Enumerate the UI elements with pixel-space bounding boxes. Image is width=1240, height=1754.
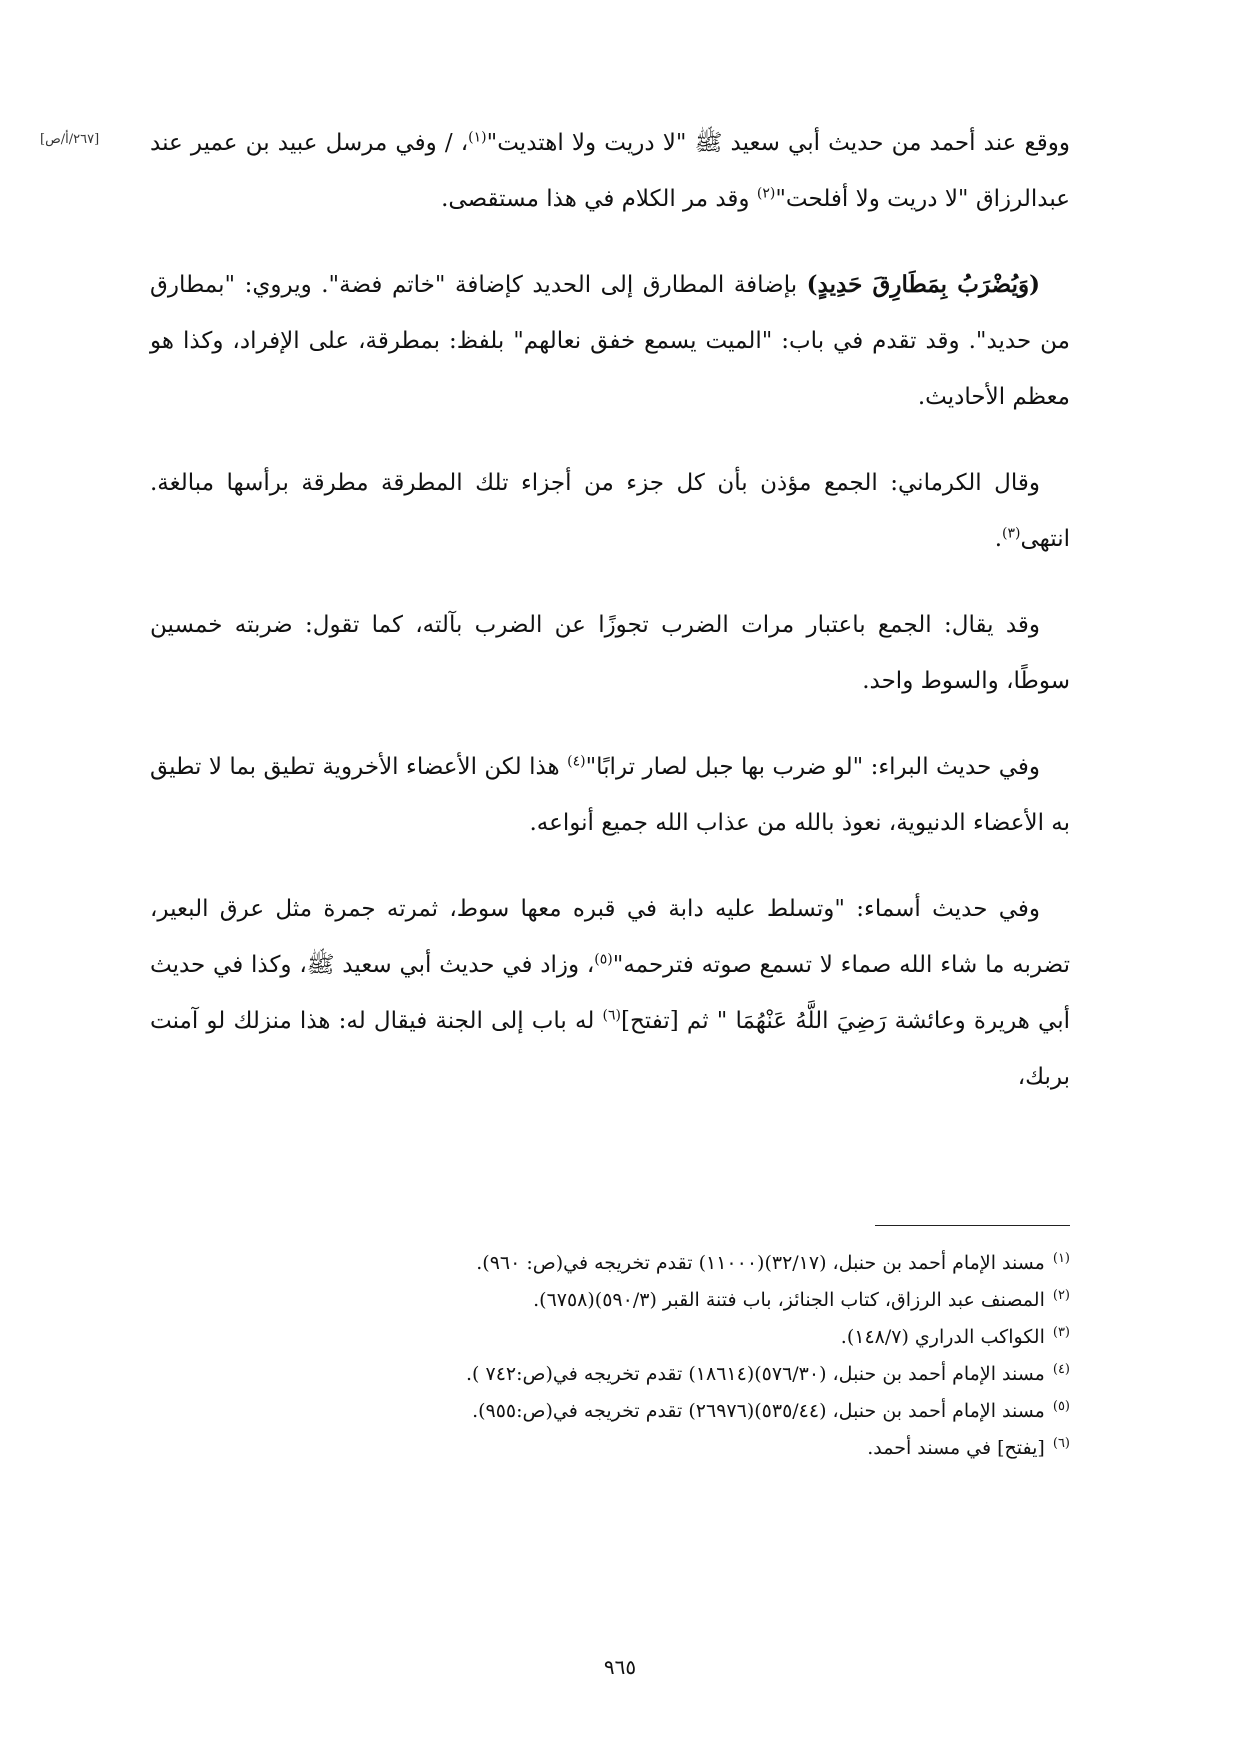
- footnote-text: مسند الإمام أحمد بن حنبل، (٣٢/١٧)(١١٠٠٠) تقدم تخريجه في(ص: ٩٦٠).: [476, 1252, 1045, 1274]
- text-segment: وقد مر الكلام في هذا مستقصى.: [441, 186, 757, 212]
- text-segment: وقد يقال: الجمع باعتبار مرات الضرب تجوزًا عن الضرب بآلته، كما تقول: ضربته خمسين سوطًا، والسوط واحد.: [150, 612, 1070, 694]
- footnote-text: المصنف عبد الرزاق، كتاب الجنائز، باب فتنة القبر (٥٩٠/٣)(٦٧٥٨).: [533, 1289, 1045, 1311]
- footnote: [150, 1393, 1070, 1430]
- text-segment: هذا لكن الأعضاء الأخروية تطيق بما لا تطيق به الأعضاء الدنيوية، نعوذ بالله من عذاب الله جميع أنواعه.: [150, 754, 1070, 836]
- footnote-number: (١): [1052, 1250, 1070, 1266]
- page-number: ٩٦٥: [603, 1655, 637, 1679]
- footnote-ref: (٣): [1002, 525, 1021, 542]
- footnote-text: مسند الإمام أحمد بن حنبل، (٥٣٥/٤٤)(٢٦٩٧٦) تقدم تخريجه في(ص:٩٥٥).: [472, 1400, 1045, 1422]
- body-text: [150, 115, 1070, 1135]
- hadith-quote-heading: (وَيُضْرَبُ بِمَطَارِقَ حَدِيدٍ): [806, 271, 1040, 298]
- footnote: [150, 1282, 1070, 1319]
- footnote-number: (٦): [1052, 1435, 1070, 1451]
- text-segment: بإضافة المطارق إلى الحديد كإضافة "خاتم فضة". ويروي: "بمطارق من حديد". وقد تقدم في باب: "الميت يسمع خفق نعالهم" بلفظ: بمطرقة، على الإفراد، وكذا هو معظم الأحاديث.: [150, 272, 1070, 410]
- footnote: [150, 1245, 1070, 1282]
- text-segment: وفي حديث البراء: "لو ضرب بها جبل لصار ترابًا": [585, 754, 1040, 780]
- footnote-divider: [875, 1225, 1070, 1226]
- footnote-ref: (٥): [594, 951, 613, 968]
- text-segment: ، وزاد في حديث أبي سعيد ﷺ، وكذا في حديث أبي هريرة وعائشة رَضِيَ اللَّهُ عَنْهُمَا " ثم [تفتح]: [150, 952, 1071, 1034]
- footnote-ref: (١): [468, 129, 487, 146]
- manuscript-margin-reference: [٢٦٧/أ/ص]: [40, 132, 100, 147]
- footnote-number: (٣): [1052, 1324, 1070, 1340]
- footnote-ref: (٤): [567, 753, 586, 770]
- footnote: [150, 1430, 1070, 1467]
- paragraph: [150, 455, 1070, 567]
- text-segment: له باب إلى الجنة فيقال له: هذا منزلك لو آمنت بربك،: [150, 1008, 1070, 1090]
- paragraph: [150, 739, 1070, 851]
- text-segment: وفي حديث أسماء: "وتسلط عليه دابة في قبره معها سوط، ثمرته جمرة مثل عرق البعير، تضربه ما شاء الله صماء لا تسمع صوته فترحمه": [150, 896, 1070, 978]
- footnote-number: (٢): [1052, 1287, 1070, 1303]
- footnote: [150, 1356, 1070, 1393]
- paragraph: [150, 115, 1070, 227]
- text-segment: ووقع عند أحمد من حديث أبي سعيد ﷺ "لا دريت ولا اهتديت": [486, 130, 1070, 156]
- text-segment: وقال الكرماني: الجمع مؤذن بأن كل جزء من أجزاء تلك المطرقة مطرقة برأسها مبالغة. انتهى: [150, 470, 1070, 552]
- footnote-text: الكواكب الدراري (١٤٨/٧).: [840, 1326, 1045, 1348]
- text-segment: ، / وفي مرسل عبيد بن عمير عند عبدالرزاق "لا دريت ولا أفلحت": [150, 130, 1070, 212]
- footnote-text: [يفتح] في مسند أحمد.: [867, 1437, 1045, 1459]
- footnote-ref: (٢): [756, 185, 776, 202]
- paragraph: [150, 597, 1070, 709]
- footnote: [150, 1319, 1070, 1356]
- footnotes: [150, 1245, 1070, 1467]
- footnote-number: (٤): [1052, 1361, 1070, 1377]
- paragraph: [150, 881, 1070, 1105]
- paragraph: [150, 257, 1070, 425]
- text-segment: .: [994, 526, 1003, 552]
- footnote-text: مسند الإمام أحمد بن حنبل، (٥٧٦/٣٠)(١٨٦١٤) تقدم تخريجه في(ص:٧٤٢ ).: [466, 1363, 1045, 1385]
- footnote-ref: (٦): [602, 1007, 621, 1024]
- footnote-number: (٥): [1052, 1398, 1070, 1414]
